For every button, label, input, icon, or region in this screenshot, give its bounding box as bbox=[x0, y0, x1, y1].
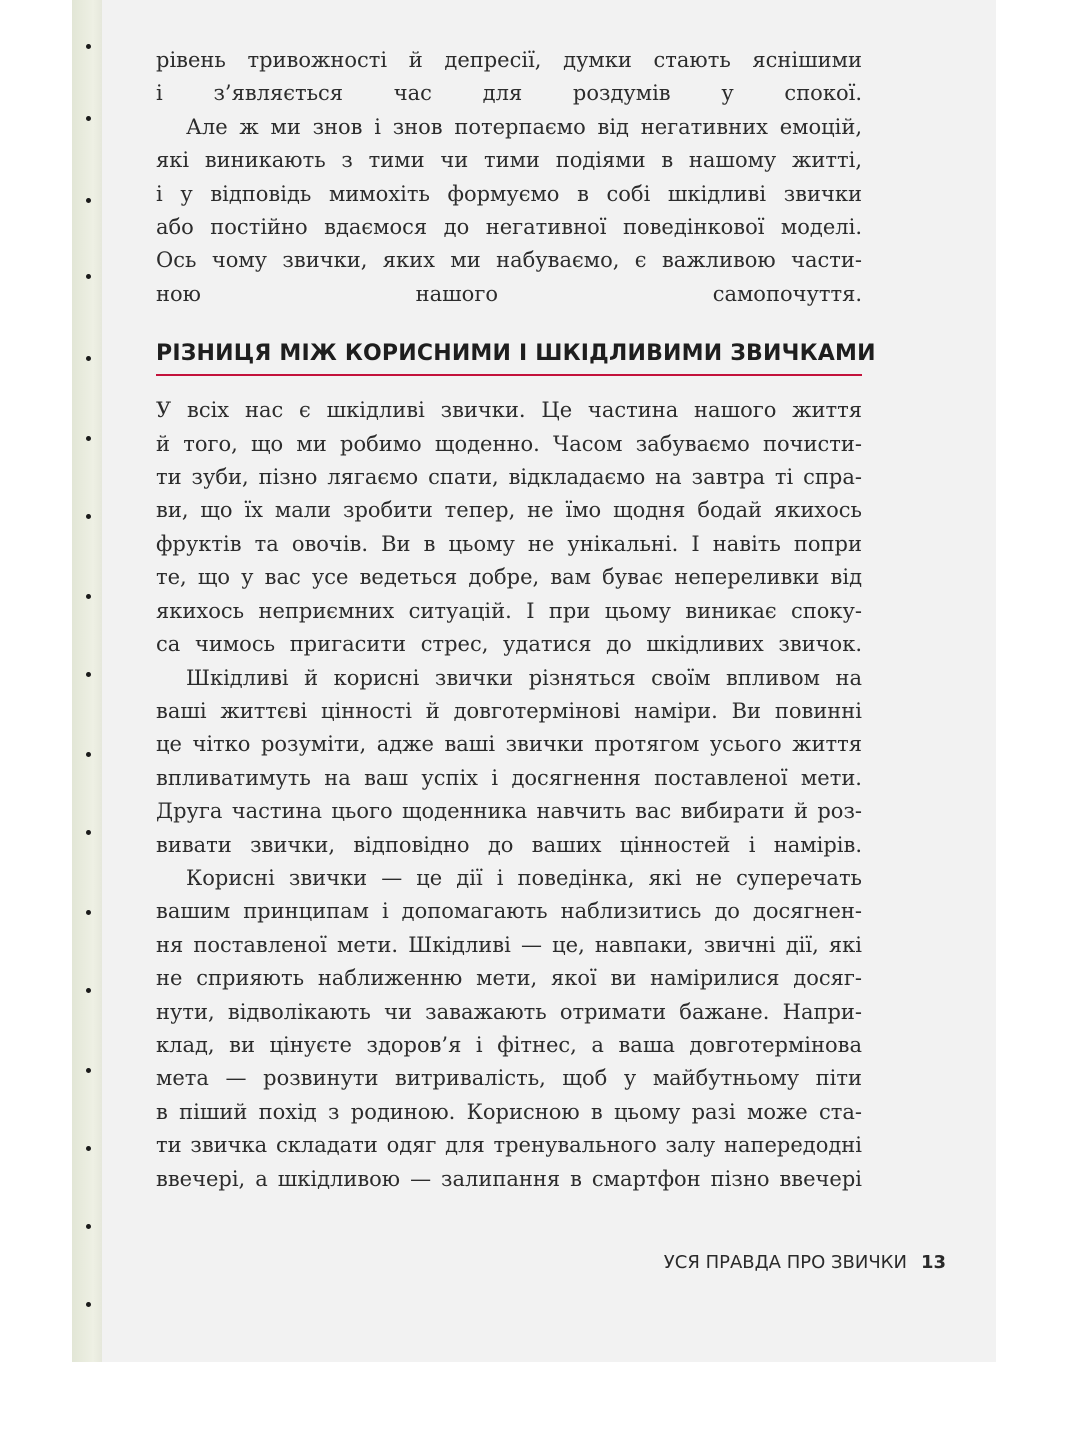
text-line: ви, що їх мали зробити тепер, не їмо щодня бодай якихось bbox=[156, 498, 862, 523]
section-paragraph-1 bbox=[156, 394, 862, 661]
text-line: й того, що ми робимо щоденно. Часом забуваємо почисти- bbox=[156, 431, 862, 456]
binding-hole bbox=[86, 988, 91, 993]
section-heading: РІЗНИЦЯ МІЖ КОРИСНИМИ І ШКІДЛИВИМИ ЗВИЧКАМИ bbox=[156, 341, 862, 376]
page-footer bbox=[664, 1252, 946, 1273]
text-line: ти звичка складати одяг для тренувального залу напередодні bbox=[156, 1133, 862, 1158]
text-line: Друга частина цього щоденника навчить вас вибирати й роз- bbox=[156, 799, 862, 824]
text-line: вашим принципам і допомагають наблизитись до досягнен- bbox=[156, 899, 862, 924]
text-line: ня поставленої мети. Шкідливі — це, навпаки, звичні дії, які bbox=[156, 932, 862, 957]
binding-hole bbox=[86, 594, 91, 599]
binding-hole bbox=[86, 356, 91, 361]
text-line: впливатимуть на ваш успіх і досягнення поставленої мети. bbox=[156, 765, 862, 790]
text-line: мета — розвинути витривалість, щоб у майбутньому піти bbox=[156, 1066, 862, 1091]
text-line: ти зуби, пізно лягаємо спати, відкладаємо на завтра ті спра- bbox=[156, 465, 862, 490]
text-line: ваші життєві цінності й довготермінові наміри. Ви повинні bbox=[156, 698, 862, 723]
text-line: Ось чому звички, яких ми набуваємо, є важливою части- bbox=[156, 248, 862, 273]
text-line: це чітко розуміти, адже ваші звички протягом усього життя bbox=[156, 732, 862, 757]
page-content bbox=[156, 44, 876, 1196]
binding-hole bbox=[86, 274, 91, 279]
text-line: які виникають з тими чи тими подіями в нашому житті, bbox=[156, 148, 862, 173]
text-line: Але ж ми знов і знов потерпаємо від негативних емоцій, bbox=[186, 114, 862, 139]
text-line: клад, ви цінуєте здоров’я і фітнес, а ваша довготермінова bbox=[156, 1032, 862, 1057]
binding-hole bbox=[86, 910, 91, 915]
binding-hole bbox=[86, 514, 91, 519]
section-paragraph-2 bbox=[156, 662, 862, 862]
text-line: те, що у вас усе ведеться добре, вам буває непереливки від bbox=[156, 565, 862, 590]
binding-hole bbox=[86, 752, 91, 757]
text-line: фруктів та овочів. Ви в цьому не унікальні. І навіть попри bbox=[156, 531, 862, 556]
binding-hole bbox=[86, 830, 91, 835]
text-line: в піший похід з родиною. Корисною в цьому разі може ста- bbox=[156, 1099, 862, 1124]
page-number: 13 bbox=[920, 1252, 946, 1273]
text-line: са чимось пригасити стрес, удатися до шкідливих звичок. bbox=[156, 632, 862, 657]
binding-hole bbox=[86, 1224, 91, 1229]
binding-hole bbox=[86, 672, 91, 677]
binding-hole bbox=[86, 198, 91, 203]
text-line: вивати звички, відповідно до ваших цінностей і намірів. bbox=[156, 832, 862, 857]
book-page bbox=[102, 0, 996, 1362]
binding-hole bbox=[86, 1302, 91, 1307]
text-line: У всіх нас є шкідливі звички. Це частина нашого життя bbox=[156, 398, 862, 423]
text-line: якихось неприємних ситуацій. І при цьому виникає споку- bbox=[156, 598, 862, 623]
binding-hole bbox=[86, 116, 91, 121]
binding-hole bbox=[86, 1068, 91, 1073]
text-line: не сприяють наближенню мети, якої ви намірилися досяг- bbox=[156, 966, 862, 991]
text-line: і у відповідь мимохіть формуємо в собі шкідливі звички bbox=[156, 181, 862, 206]
intro-paragraph-2 bbox=[156, 111, 862, 311]
text-line: Корисні звички — це дії і поведінка, які не суперечать bbox=[186, 865, 862, 890]
text-line: ною нашого самопочуття. bbox=[156, 281, 862, 306]
text-line: Шкідливі й корисні звички різняться своїм впливом на bbox=[186, 665, 862, 690]
text-line: нути, відволікають чи заважають отримати бажане. Напри- bbox=[156, 999, 862, 1024]
binding-hole bbox=[86, 44, 91, 49]
text-line: або постійно вдаємося до негативної поведінкової моделі. bbox=[156, 215, 862, 240]
section-heading-block bbox=[156, 341, 876, 376]
binding-hole bbox=[86, 1146, 91, 1151]
text-line: ввечері, а шкідливою — залипання в смартфон пізно ввечері bbox=[156, 1166, 862, 1191]
text-line: і з’являється час для роздумів у спокої. bbox=[156, 81, 862, 106]
running-title: УСЯ ПРАВДА ПРО ЗВИЧКИ bbox=[663, 1252, 907, 1273]
binding-hole bbox=[86, 436, 91, 441]
section-paragraph-3 bbox=[156, 862, 862, 1196]
intro-paragraph-1 bbox=[156, 44, 862, 111]
binding-strip bbox=[72, 0, 102, 1362]
text-line: рівень тривожності й депресії, думки стають яснішими bbox=[156, 48, 862, 72]
